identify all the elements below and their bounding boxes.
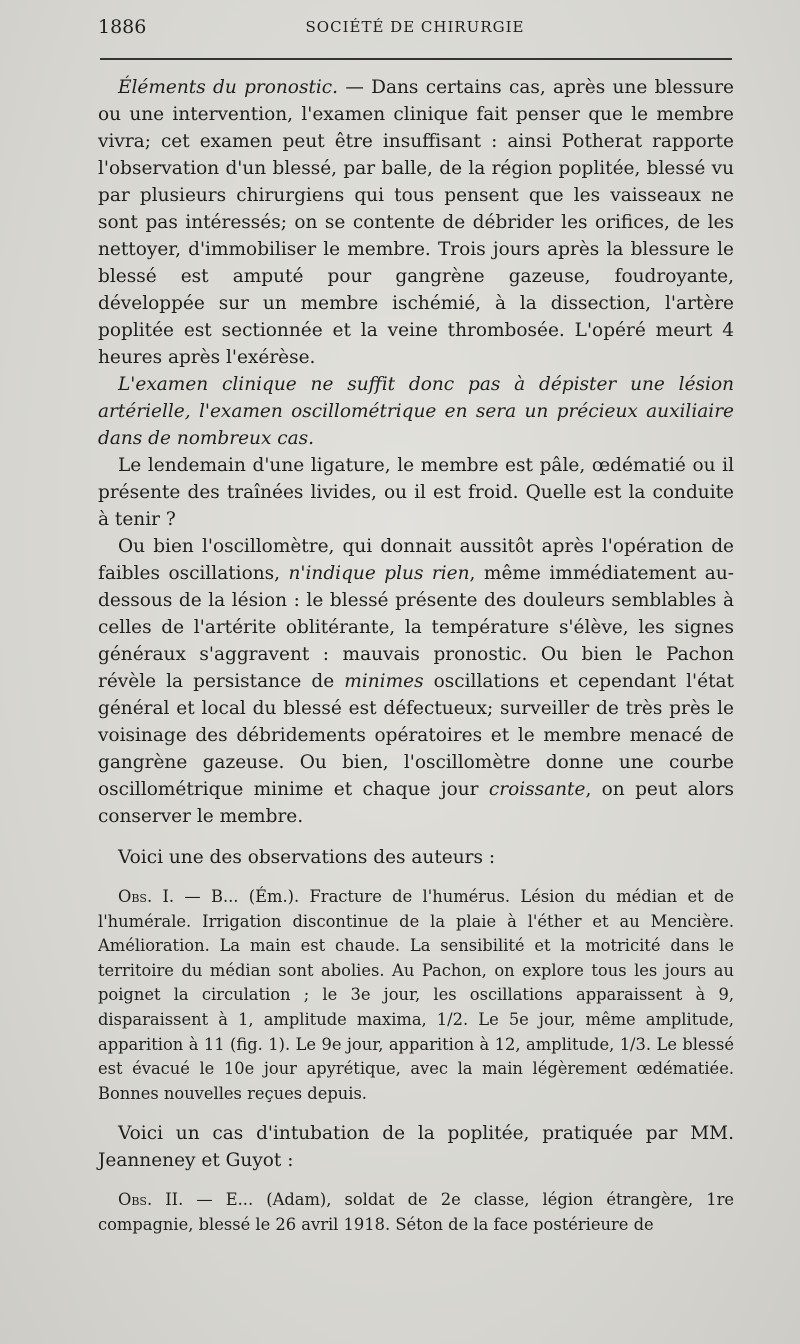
emphasis: n'indique plus rien [288,563,470,584]
header-rule [100,58,732,60]
paragraph-text: Le lendemain d'une ligature, le membre est pâle, œdématié ou il présente des traînées livides, ou il est froid. Quelle est la conduite à tenir ? [98,455,734,530]
text-run: oscillations et cependant l'état général et local du blessé est défectueux; surveiller de très près le voisinage des débridements opératoires et le membre menacé de gangrène gazeuse. Ou bien, l'oscillomètre donne une courbe oscillométrique minime et chaque jour [98,671,734,800]
page-header [98,16,732,42]
paragraph-text: — Dans certains cas, après une blessure ou une intervention, l'examen clinique fait penser que le membre vivra; cet examen peut être insuffisant : ainsi Potherat rapporte l'observation d'un blessé, par balle, de la région poplitée, blessé vu par plusieurs chirurgiens qui tous pensent que les vaisseaux ne sont pas intéressés; on se contente de débrider les orifices, de les nettoyer, d'immobiliser le membre. Trois jours après la blessure le blessé est amputé pour gangrène gazeuse, foudroyante, développée sur un membre ischémié, à la dissection, l'artère poplitée est sectionnée et la veine thrombosée. L'opéré meurt 4 heures après l'exérèse. [98,77,735,368]
observation-1 [98,885,734,1106]
paragraph-ligature [98,452,734,533]
text-run: Ou bien l'oscillomètre, qui donnait aussitôt après l'opération de faibles oscillations, [98,536,734,584]
emphasis: croissante [488,779,586,800]
paragraph-text: Voici une des observations des auteurs : [118,847,496,868]
spacer [98,1106,734,1120]
spacer [98,1174,734,1188]
observation-text: — B... (Ém.). Fracture de l'humérus. Lésion du médian et de l'humérale. Irrigation discontinue de la plaie à l'éther et au Mencière. Amélioration. La main est chaude. La sensibilité et la motricité dans le territoire du médian sont abolies. Au Pachon, on explore tous les jours au poignet la circulation ; le 3e jour, les oscillations apparaissent à 9, disparaissent à 1, amplitude maxima, 1/2. Le 5e jour, même amplitude, apparition à 11 (fig. 1). Le 9e jour, apparition à 12, amplitude, 1/3. Le blessé est évacué le 10e jour apyrétique, avec la main légèrement œdématiée. Bonnes nouvelles reçues depuis. [98,887,734,1103]
paragraph-intubation [98,1120,734,1174]
spacer [98,871,734,885]
observation-label: Obs. I. [118,887,175,906]
running-title: SOCIÉTÉ DE CHIRURGIE [305,18,525,36]
paragraph-oscillometer [98,533,734,830]
emphasis: minimes [344,671,424,692]
observation-text: — E... (Adam), soldat de 2e classe, légion étrangère, 1re compagnie, blessé le 26 avril 1918. Séton de la face postérieure de [98,1190,734,1234]
text-run: , même immédiatement au-dessous de la lésion : le blessé présente des douleurs semblables à celles de l'artérite oblitérante, la température s'élève, les signes généraux s'aggravent : mauvais pronostic. Ou bien le Pachon révèle la persistance de [98,563,734,692]
page-number: 1886 [98,16,147,38]
section-lead: Éléments du pronostic. [118,77,339,98]
spacer [98,830,734,844]
paragraph-clinical-exam [98,371,734,452]
paragraph-intro-obs [98,844,734,871]
article-body [98,74,734,1238]
paragraph-text: Voici un cas d'intubation de la poplitée, pratiquée par MM. Jeanneney et Guyot : [98,1123,734,1172]
observation-2 [98,1188,734,1237]
text-run: , on peut alors conserver le membre. [98,779,734,827]
paragraph-text: L'examen clinique ne suffit donc pas à dépister une lésion artérielle, l'examen oscillométrique en sera un précieux auxiliaire dans de nombreux cas. [98,374,734,449]
paragraph-prognosis [98,74,734,371]
observation-label: Obs. II. [118,1190,184,1210]
